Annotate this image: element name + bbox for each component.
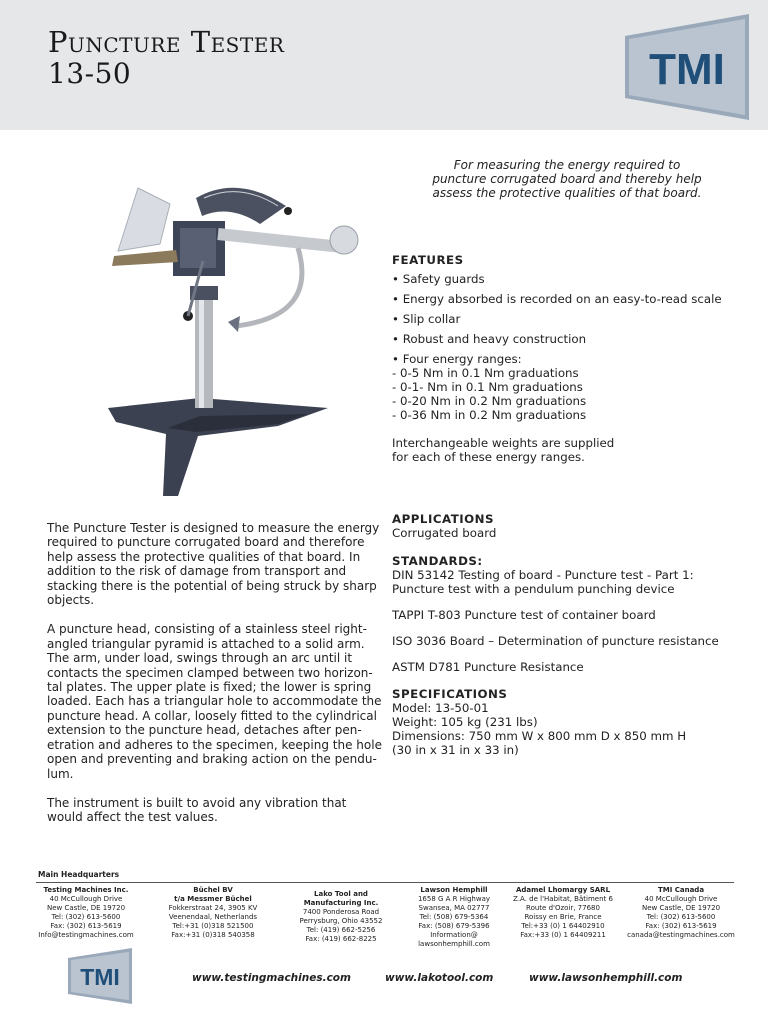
office-name-2: t/a Messmer Büchel (174, 895, 252, 903)
office-line: canada@testingmachines.com (627, 931, 735, 939)
specifications-heading: SPECIFICATIONS (392, 687, 508, 701)
office-line: Tel: (302) 613-5600 (646, 913, 716, 921)
office-line: Fax: (508) 679-5396 (418, 922, 490, 930)
office-name: Adamel Lhomargy SARL (515, 886, 611, 894)
url-lawson-hemphill[interactable]: www.lawsonhemphill.com (529, 972, 683, 984)
office-adamel-lhomargy (506, 886, 620, 940)
spec-line: (30 in x 31 in x 33 in) (392, 743, 519, 757)
footer-heading: Main Headquarters (38, 870, 120, 879)
product-photo (108, 176, 378, 502)
description-paragraph: The instrument is built to avoid any vibration that would affect the test values. (47, 795, 347, 825)
tmi-logo (625, 14, 749, 120)
spec-line: Weight: 105 kg (231 lbs) (392, 715, 538, 729)
logo-text: TMI (649, 45, 725, 94)
office-line: Z.A. de l'Habitat, Bâtiment 6 (513, 895, 613, 903)
description-paragraph: A puncture head, consisting of a stainless steel right-angled triangular pyramid is attached to a solid arm. The arm, under load, swings through an arc until it contacts the specimen clamped between two horizon-tal plates. The upper plate is fixed; the lower is spring loaded. Each has a triangular hole to accommodate the puncture head. A collar, loosely fitted to the cylindrical extension to the puncture head, detaches after pen-etration and adheres to the specimen, keeping the hole open and preventing and braking action on the pendu-lum. (47, 622, 382, 781)
office-line: Fax:+33 (0) 1 64409211 (520, 931, 606, 939)
standard-item: TAPPI T-803 Puncture test of container board (392, 608, 656, 622)
energy-range: - 0-5 Nm in 0.1 Nm graduations (392, 366, 579, 380)
intro-text: For measuring the energy required to puncture corrugated board and thereby help assess the protective qualities of that board. (432, 158, 702, 200)
office-name: Testing Machines Inc. (43, 886, 129, 894)
feature-item: • Slip collar (392, 312, 461, 326)
office-name: Büchel BV (193, 886, 233, 894)
office-line: lawsonhemphill.com (418, 940, 490, 948)
standard-item: ASTM D781 Puncture Resistance (392, 660, 584, 674)
office-line: Fax:+31 (0)318 540358 (171, 931, 255, 939)
office-line: New Castle, DE 19720 (46, 904, 126, 912)
header-band (0, 0, 768, 130)
office-name: TMI Canada (657, 886, 705, 894)
title-line-1: Puncture Tester (48, 25, 285, 59)
office-line: Information@ (430, 931, 478, 939)
features-column (392, 253, 732, 757)
description-column (47, 521, 383, 840)
feature-item: • Safety guards (392, 272, 485, 286)
office-line: Veenendaal, Netherlands (168, 913, 258, 921)
standards-heading: STANDARDS: (392, 554, 483, 568)
office-line: Tel: (419) 662-5256 (306, 926, 376, 934)
office-name: Lawson Hemphill (420, 886, 488, 894)
feature-item: • Four energy ranges: (392, 352, 522, 366)
energy-ranges (392, 366, 732, 422)
url-testing-machines[interactable]: www.testingmachines.com (192, 972, 351, 984)
applications-text: Corrugated board (392, 526, 497, 540)
features-list (392, 272, 732, 422)
office-line: Roissy en Brie, France (524, 913, 602, 921)
office-line: Tel:+31 (0)318 521500 (172, 922, 254, 930)
office-line: 40 McCullough Drive (49, 895, 123, 903)
office-tmi-canada (624, 886, 738, 940)
office-line: Fax: (302) 613-5619 (645, 922, 717, 930)
spec-line: Dimensions: 750 mm W x 800 mm D x 850 mm H (392, 729, 687, 743)
energy-range: - 0-1- Nm in 0.1 Nm graduations (392, 380, 583, 394)
standard-item: DIN 53142 Testing of board - Puncture test - Part 1: Puncture test with a pendulum punching device (392, 568, 694, 596)
standard-item: ISO 3036 Board – Determination of puncture resistance (392, 634, 719, 648)
office-line: Fokkerstraat 24, 3905 KV (168, 904, 258, 912)
feature-item: • Energy absorbed is recorded on an easy-to-read scale (392, 292, 722, 306)
footer-divider (36, 882, 734, 883)
title-line-2: 13-50 (48, 57, 132, 90)
office-line: New Castle, DE 19720 (641, 904, 721, 912)
tmi-logo-small (68, 948, 132, 1004)
office-testing-machines (34, 886, 138, 940)
weights-note: Interchangeable weights are supplied for each of these energy ranges. (392, 436, 615, 464)
office-line: Tel: (508) 679-5364 (419, 913, 489, 921)
applications-heading: APPLICATIONS (392, 512, 495, 526)
office-line: Tel:+33 (0) 1 64402910 (521, 922, 605, 930)
office-line: Fax: (419) 662-8225 (305, 935, 377, 943)
office-lako-tool (290, 890, 392, 944)
description-paragraph: The Puncture Tester is designed to measure the energy required to puncture corrugated board and therefore help assess the protective qualities of that board. In addition to the risk of damage from transport and stacking there is the potential of being struck by sharp objects. (47, 521, 380, 608)
url-lako-tool[interactable]: www.lakotool.com (385, 972, 494, 984)
spec-line: Model: 13-50-01 (392, 701, 489, 715)
office-lawson-hemphill (406, 886, 502, 949)
office-line: 7400 Ponderosa Road (302, 908, 380, 916)
features-heading: FEATURES (392, 253, 464, 267)
office-line: Perrysburg, Ohio 43552 (299, 917, 383, 925)
office-buchel (158, 886, 268, 940)
office-name-2: Manufacturing Inc. (303, 899, 379, 907)
office-line: Tel: (302) 613-5600 (51, 913, 121, 921)
office-line: Info@testingmachines.com (38, 931, 134, 939)
office-line: 40 McCullough Drive (644, 895, 718, 903)
feature-item: • Robust and heavy construction (392, 332, 587, 346)
office-line: Route d'Ozoir, 77680 (526, 904, 600, 912)
energy-range: - 0-36 Nm in 0.2 Nm graduations (392, 408, 587, 422)
energy-range: - 0-20 Nm in 0.2 Nm graduations (392, 394, 587, 408)
office-line: 1658 G A R Highway (417, 895, 491, 903)
page-title (48, 26, 284, 90)
logo-text-small: TMI (80, 964, 120, 990)
office-line: Swansea, MA 02777 (418, 904, 490, 912)
office-line: Fax: (302) 613-5619 (50, 922, 122, 930)
office-name: Lako Tool and (314, 890, 368, 898)
